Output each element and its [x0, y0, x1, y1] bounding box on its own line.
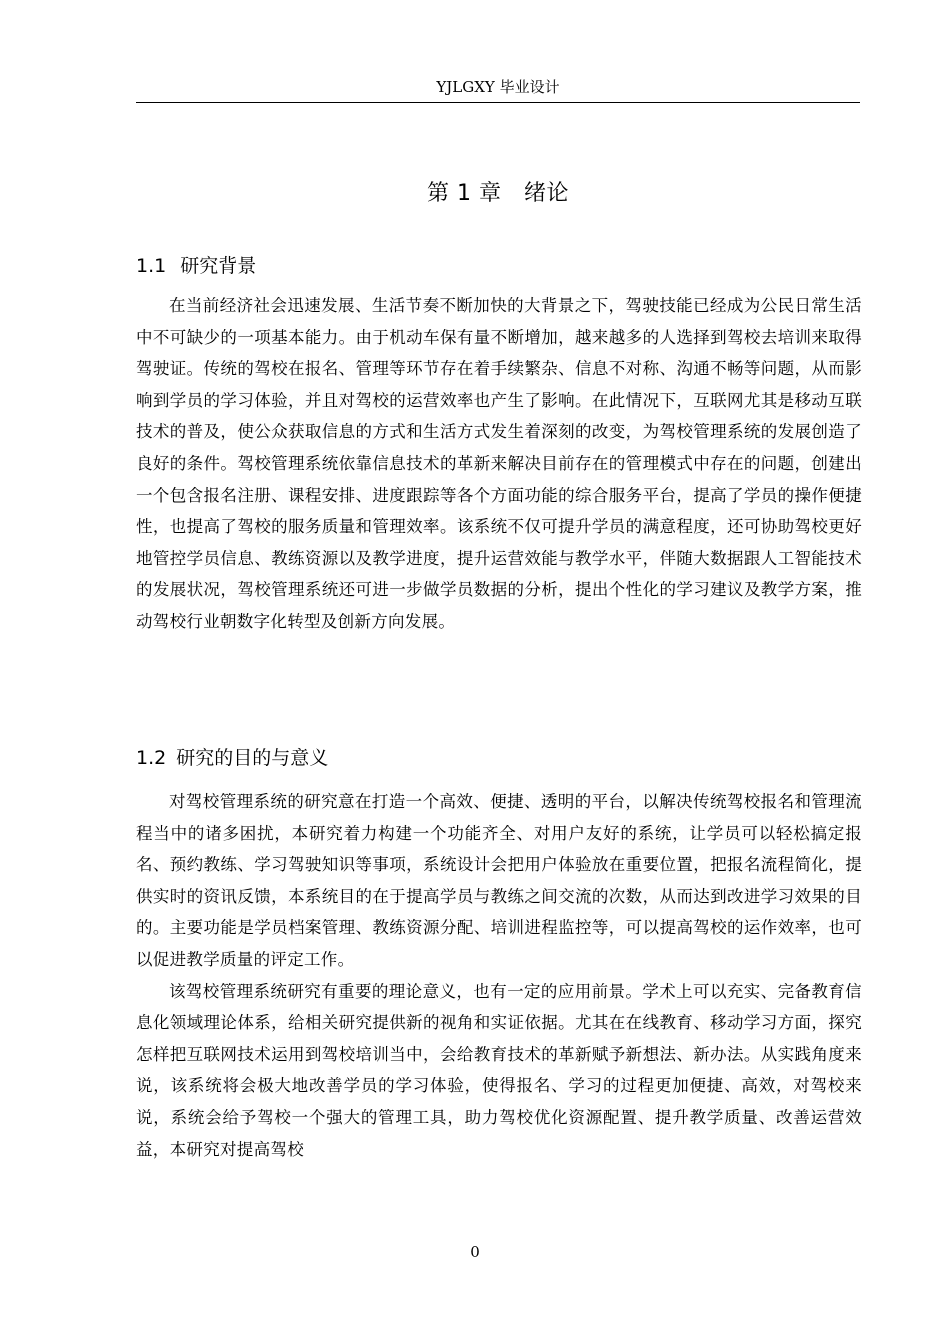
section-title: 研究背景 [180, 255, 257, 277]
header-text: YJLGXY 毕业设计 [436, 78, 560, 96]
section-heading-1-1 [136, 252, 256, 280]
section-number: 1.1 [136, 255, 167, 277]
chapter-title: 第 1 章 绪论 [427, 181, 569, 206]
section-body-1-2 [136, 786, 862, 1165]
section-heading-1-2 [136, 744, 328, 772]
section-number: 1.2 [136, 747, 167, 769]
body-paragraph: 在当前经济社会迅速发展、生活节奏不断加快的大背景之下，驾驶技能已经成为公民日常生活中不可缺少的一项基本能力。由于机动车保有量不断增加，越来越多的人选择到驾校去培训来取得驾驶证。传统的驾校在报名、管理等环节存在着手续繁杂、信息不对称、沟通不畅等问题，从而影响到学员的学习体验，并且对驾校的运营效率也产生了影响。在此情况下，互联网尤其是移动互联技术的普及，使公众获取信息的方式和生活方式发生着深刻的改变，为驾校管理系统的发展创造了良好的条件。驾校管理系统依靠信息技术的革新来解决目前存在的管理模式中存在的问题，创建出一个包含报名注册、课程安排、进度跟踪等各个方面功能的综合服务平台，提高了学员的操作便捷性，也提高了驾校的服务质量和管理效率。该系统不仅可提升学员的满意程度，还可协助驾校更好地管控学员信息、教练资源以及教学进度，提升运营效能与教学水平，伴随大数据跟人工智能技术的发展状况，驾校管理系统还可进一步做学员数据的分析，提出个性化的学习建议及教学方案，推动驾校行业朝数字化转型及创新方向发展。 [136, 296, 862, 631]
page-header [136, 76, 860, 103]
page-number: 0 [470, 1243, 480, 1261]
section-title: 研究的目的与意义 [176, 747, 329, 769]
body-paragraph: 该驾校管理系统研究有重要的理论意义，也有一定的应用前景。学术上可以充实、完备教育信息化领域理论体系，给相关研究提供新的视角和实证依据。尤其在在线教育、移动学习方面，探究怎样把互联网技术运用到驾校培训当中，会给教育技术的革新赋予新想法、新办法。从实践角度来说，该系统将会极大地改善学员的学习体验，使得报名、学习的过程更加便捷、高效，对驾校来说，系统会给予驾校一个强大的管理工具，助力驾校优化资源配置、提升教学质量、改善运营效益，本研究对提高驾校 [136, 981, 862, 1159]
section-body-1-1 [136, 290, 862, 638]
body-paragraph: 对驾校管理系统的研究意在打造一个高效、便捷、透明的平台，以解决传统驾校报名和管理流程当中的诸多困扰，本研究着力构建一个功能齐全、对用户友好的系统，让学员可以轻松搞定报名、预约教练、学习驾驶知识等事项，系统设计会把用户体验放在重要位置，把报名流程简化，提供实时的资讯反馈，本系统目的在于提高学员与教练之间交流的次数，从而达到改进学习效果的目的。主要功能是学员档案管理、教练资源分配、培训进程监控等，可以提高驾校的运作效率，也可以促进教学质量的评定工作。 [136, 792, 862, 969]
